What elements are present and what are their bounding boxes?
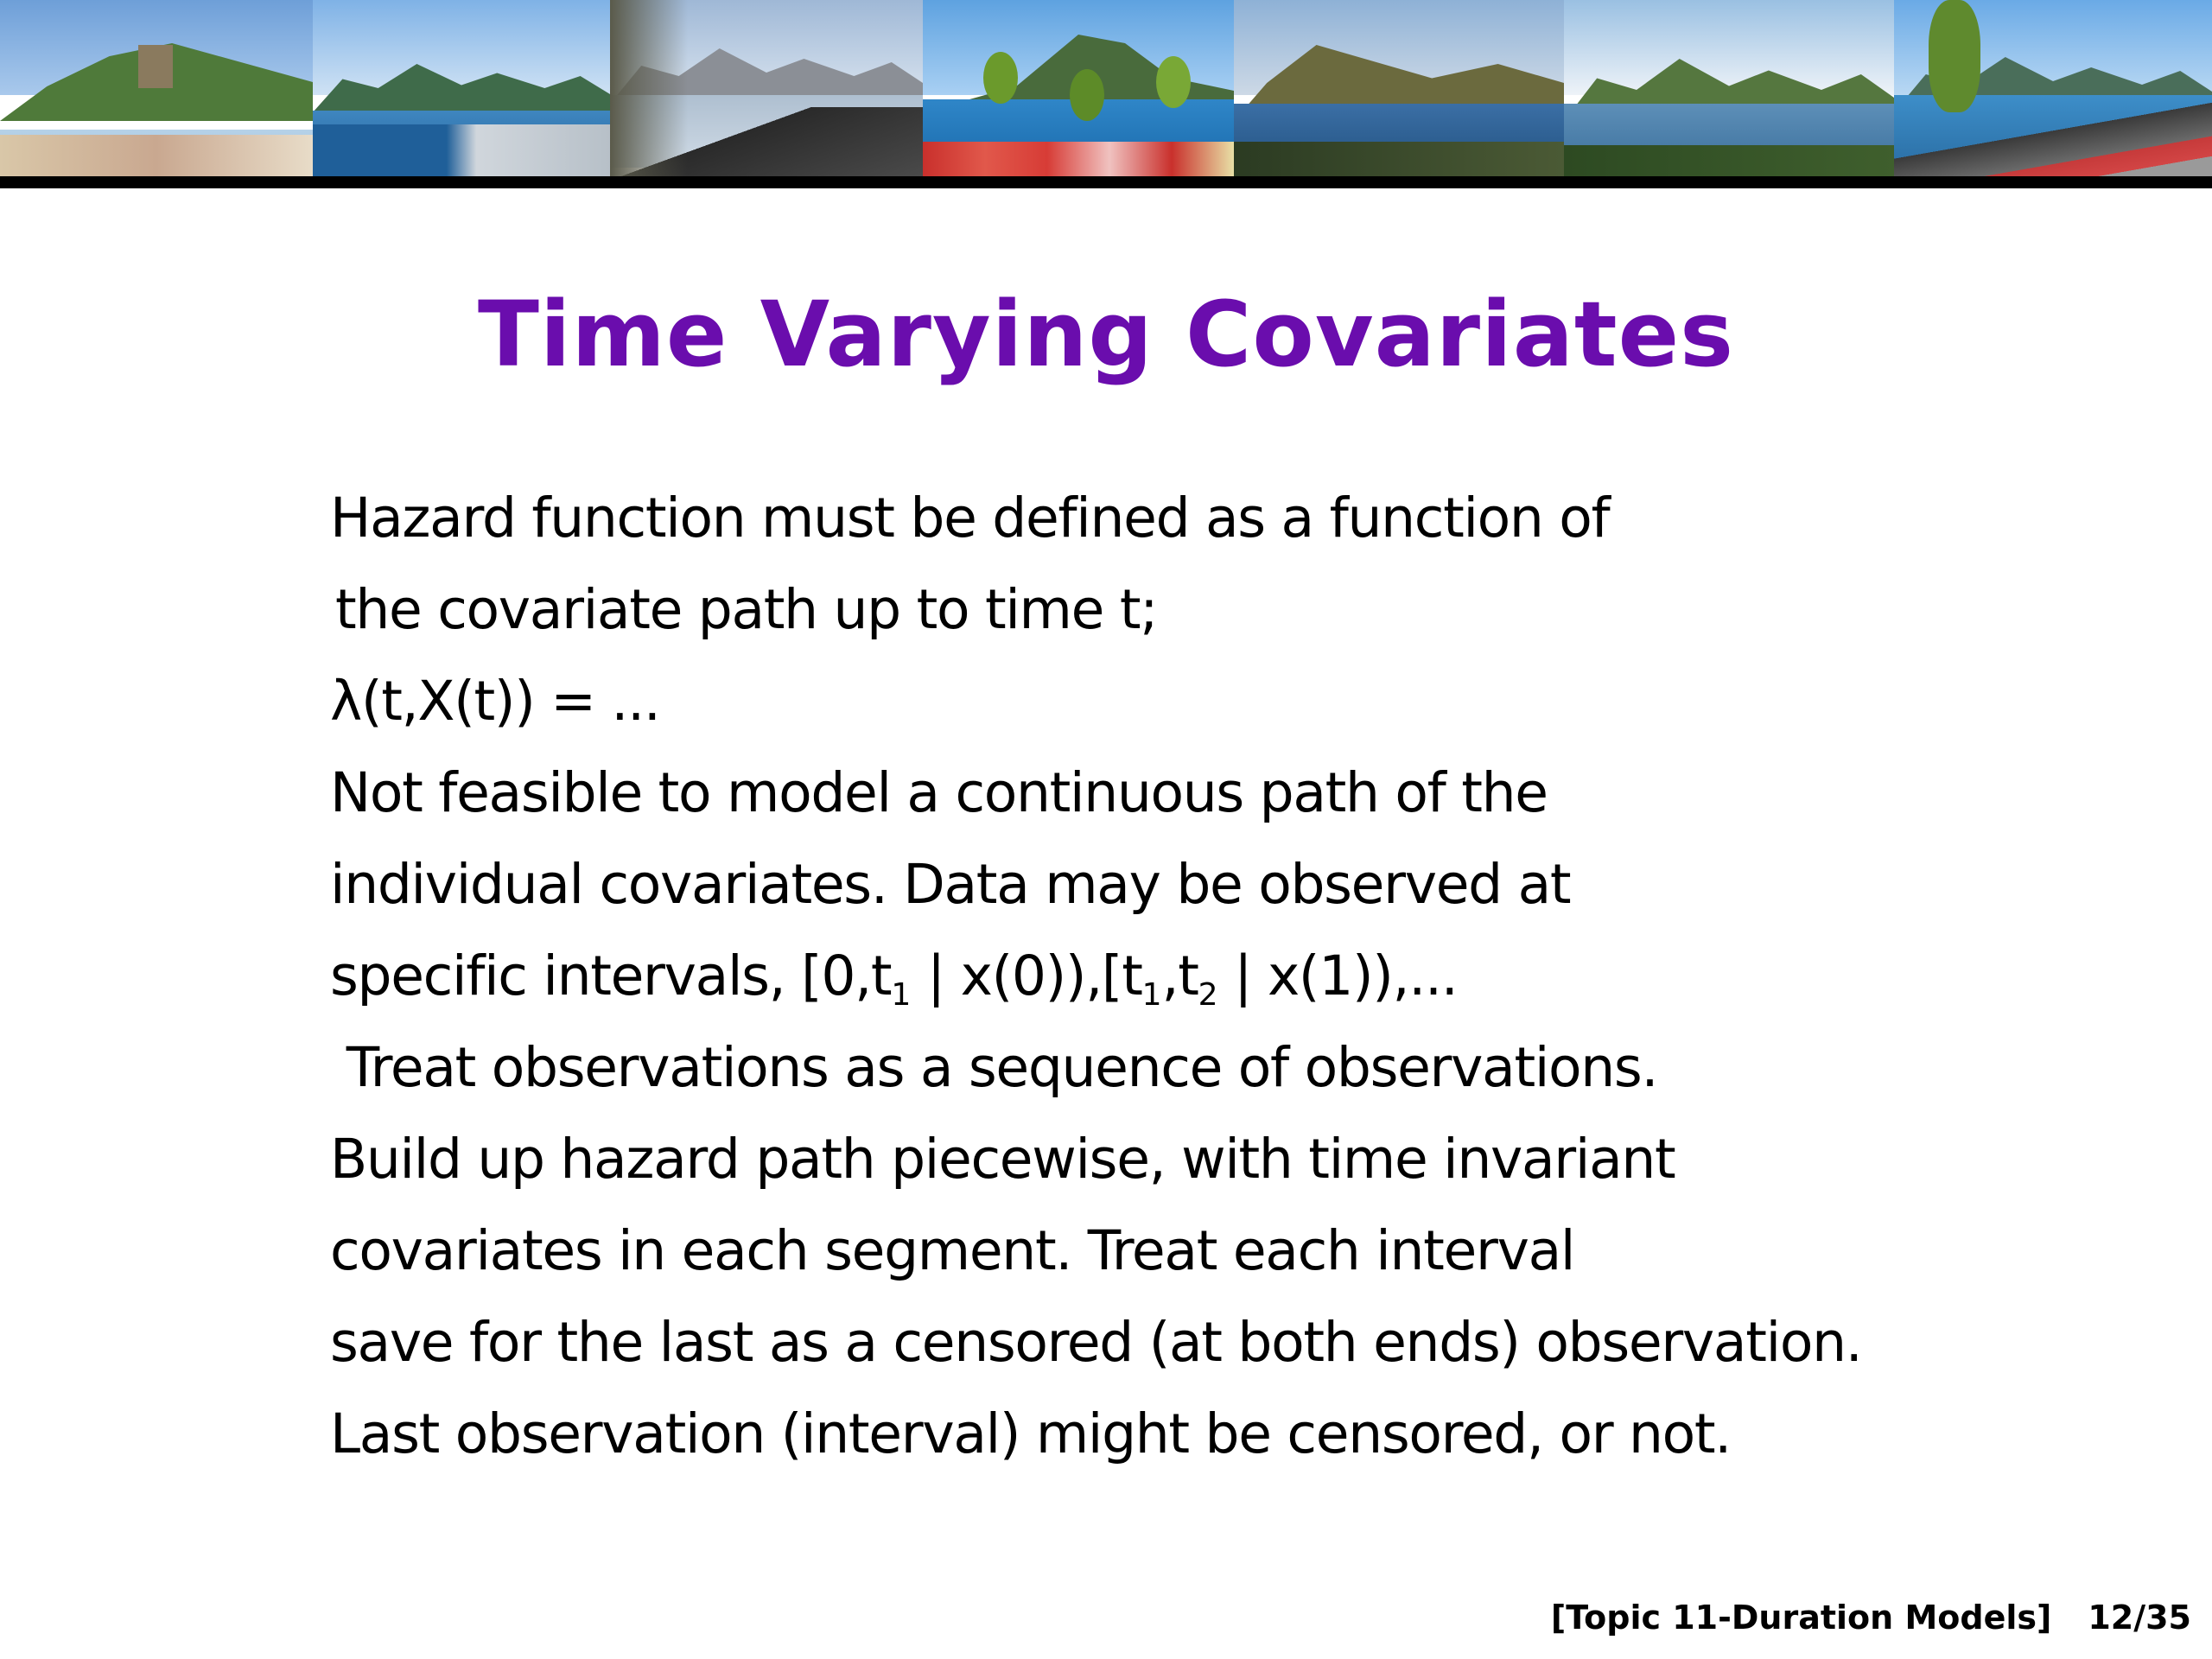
body-line: the covariate path up to time t; xyxy=(335,578,1158,641)
banner-photo-lakeside-promenade xyxy=(610,0,923,176)
interval-text: | x(0)),[t xyxy=(911,944,1142,1007)
interval-text: specific intervals, [0,t xyxy=(330,944,892,1007)
body-line: covariates in each segment. Treat each interval xyxy=(330,1219,1575,1282)
body-line: Not feasible to model a continuous path of the xyxy=(330,761,1548,824)
banner-photo-mountain-lake-aerial xyxy=(1234,0,1564,176)
subscript: 1 xyxy=(1141,977,1162,1013)
slide-body xyxy=(330,480,2058,1488)
interval-text: | x(1)),... xyxy=(1217,944,1458,1007)
banner-photo-promenade-bench xyxy=(1894,0,2212,176)
banner-photo-hilltop-village xyxy=(0,0,313,176)
subscript: 1 xyxy=(891,977,912,1013)
photo-banner xyxy=(0,0,2212,176)
banner-photo-lake-valley xyxy=(313,0,610,176)
body-line: λ(t,X(t)) = ... xyxy=(330,670,660,733)
body-line: Hazard function must be defined as a function of xyxy=(330,486,1610,550)
body-line: save for the last as a censored (at both ends) observation. xyxy=(330,1311,1862,1374)
subscript: 2 xyxy=(1198,977,1218,1013)
banner-photo-flower-garden-lake xyxy=(923,0,1234,176)
footer-topic: [Topic 11-Duration Models] xyxy=(1550,1599,2052,1637)
body-line: Build up hazard path piecewise, with time invariant xyxy=(330,1128,1675,1191)
interval-text: ,t xyxy=(1161,944,1198,1007)
slide-title: Time Varying Covariates xyxy=(477,282,1735,387)
body-line: Treat observations as a sequence of observations. xyxy=(330,1036,1658,1099)
banner-photo-lake-overlook xyxy=(1564,0,1894,176)
banner-divider xyxy=(0,176,2212,188)
body-line: Last observation (interval) might be censored, or not. xyxy=(330,1402,1732,1465)
slide-footer xyxy=(1551,1599,2191,1637)
body-line-intervals xyxy=(330,938,2058,1030)
body-line: individual covariates. Data may be observed at xyxy=(330,853,1571,916)
page-number: 12/35 xyxy=(2088,1599,2191,1637)
